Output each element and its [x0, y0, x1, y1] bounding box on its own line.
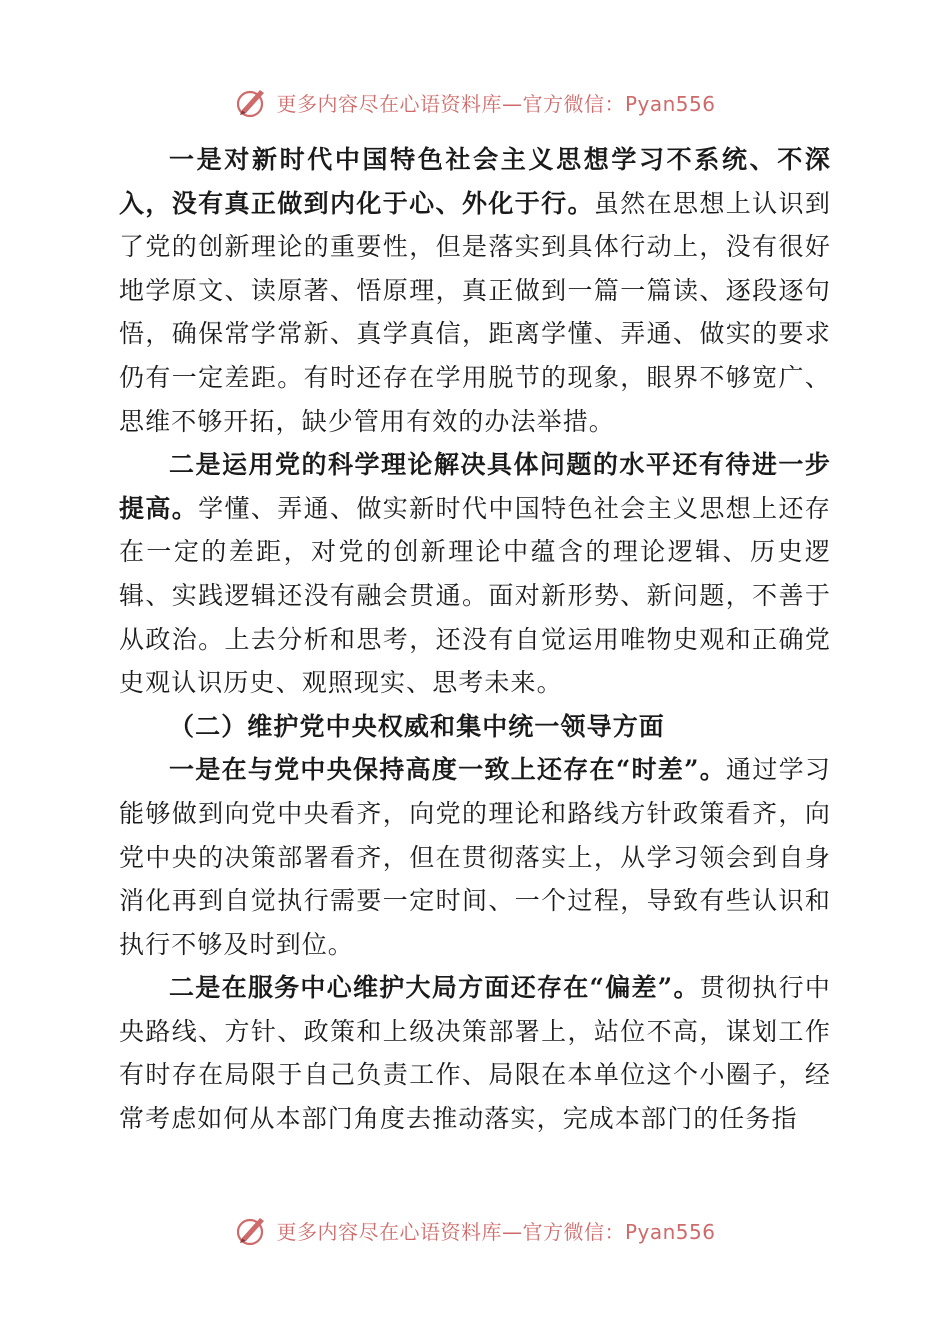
watermark-bottom: [0, 1208, 950, 1252]
paragraph-4: [119, 966, 831, 1140]
pen-circle-icon: [234, 84, 270, 120]
paragraph-1-body: 虽然在思想上认识到了党的创新理论的重要性，但是落实到具体行动上，没有很好地学原文、读原著、悟原理，真正做到一篇一篇读、逐段逐句悟，确保常学常新、真学真信，距离学懂、弄通、做实的要求仍有一定差距。有时还存在学用脱节的现象，眼界不够宽广、思维不够开拓，缺少管用有效的办法举措。: [119, 188, 831, 436]
section-heading: （二）维护党中央权威和集中统一领导方面: [169, 711, 665, 741]
paragraph-4-lead: 二是在服务中心维护大局方面还存在“偏差”。: [169, 973, 700, 1003]
watermark-text: 更多内容尽在心语资料库—官方微信：Pyan556: [276, 91, 716, 116]
paragraph-3-body: 通过学习能够做到向党中央看齐，向党的理论和路线方针政策看齐，向党中央的决策部署看齐，但在贯彻落实上，从学习领会到自身消化再到自觉执行需要一定时间、一个过程，导致有些认识和执行不够及时到位。: [119, 755, 832, 959]
paragraph-2: [119, 443, 831, 705]
paragraph-2-lead: 二是运用党的科学理论解决具体问题的水平还有待进一步提高。: [119, 450, 831, 523]
paragraph-4-body: 贯彻执行中央路线、方针、政策和上级决策部署上，站位不高，谋划工作有时存在局限于自己负责工作、局限在本单位这个小圈子，经常考虑如何从本部门角度去推动落实，完成本部门的任务指: [119, 973, 831, 1134]
paragraph-2-body: 学懂、弄通、做实新时代中国特色社会主义思想上还存在一定的差距，对党的创新理论中蕴含的理论逻辑、历史逻辑、实践逻辑还没有融会贯通。面对新形势、新问题，不善于从政治。上去分析和思考，还没有自觉运用唯物史观和正确党史观认识历史、观照现实、思考未来。: [119, 493, 831, 698]
paragraph-3: [119, 748, 831, 966]
watermark-text: 更多内容尽在心语资料库—官方微信：Pyan556: [276, 1219, 716, 1244]
paragraph-3-lead: 一是在与党中央保持高度一致上还存在“时差”。: [169, 755, 727, 785]
paragraph-1-lead: 一是对新时代中国特色社会主义思想学习不系统、不深入，没有真正做到内化于心、外化于行。: [119, 145, 831, 218]
document-body: [119, 138, 831, 1141]
pen-circle-icon: [234, 1212, 270, 1248]
watermark-top: [0, 80, 950, 124]
paragraph-1: [119, 138, 831, 443]
